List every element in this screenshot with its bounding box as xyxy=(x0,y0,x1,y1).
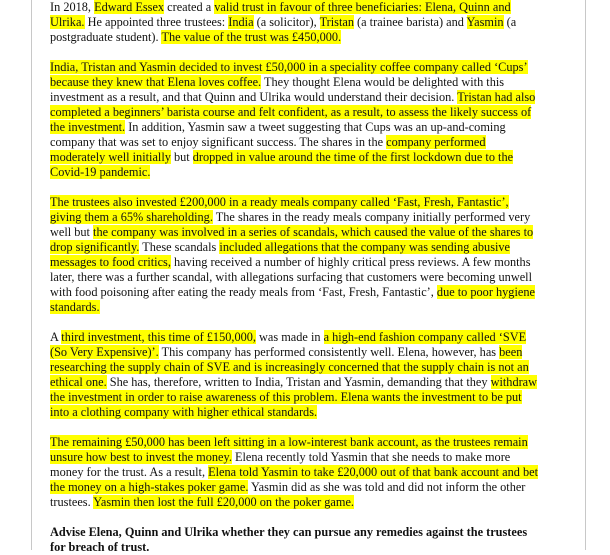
highlighted-text: Elena told Yasmin to take £20,000 out of that bank account and bet the money on a high-stakes poker game. xyxy=(50,465,539,494)
text-run: Elena recently told Yasmin that she needs to make more money for the trust. As a result, xyxy=(50,450,511,479)
text-run: In 2018, xyxy=(50,0,95,14)
text-run: created a xyxy=(164,0,215,14)
document-body xyxy=(50,0,540,555)
highlighted-text: Tristan had also completed a beginners’ barista course and felt confident, as a result, to assess the likely success of the investment. xyxy=(50,90,536,134)
highlighted-text: the company was involved in a series of scandals, which caused the value of the shares to drop significantly. xyxy=(50,225,534,254)
text-run: Yasmin did as she was told and did not inform the other trustees. xyxy=(50,480,526,509)
highlighted-text: company performed moderately well initially xyxy=(50,135,486,164)
text-run: (a trainee barista) and xyxy=(353,15,467,29)
text-run: In addition, Yasmin saw a tweet suggesting that Cups was an up-and-coming company that was set to enjoy significant success. The shares in the xyxy=(50,120,506,149)
text-run: The shares in the ready meals company initially performed very well but xyxy=(50,210,531,239)
highlighted-text: Yasmin xyxy=(466,15,504,29)
paragraph xyxy=(50,195,540,315)
question-paragraph: Advise Elena, Quinn and Ulrika whether they can pursue any remedies against the trustees for breach of trust. xyxy=(50,525,528,554)
text-run: He appointed three trustees: xyxy=(84,15,229,29)
text-run: A xyxy=(50,330,62,344)
highlighted-text: dropped in value around the time of the first lockdown due to the Covid-19 pandemic. xyxy=(50,150,514,179)
highlighted-text: included allegations that the company was sending abusive messages to food critics, xyxy=(50,240,511,269)
text-run: They thought Elena would be delighted with this investment as a result, and that Quinn and Ulrika would understand their decision. xyxy=(50,75,505,104)
highlighted-text: The value of the trust was £450,000. xyxy=(161,30,342,44)
text-run: but xyxy=(170,150,193,164)
highlighted-text: India, Tristan and Yasmin decided to invest £50,000 in a speciality coffee company called ‘Cups’ because they knew that Elena loves coffee. xyxy=(50,60,528,89)
text-run: was made in xyxy=(255,330,324,344)
text-run: (a solicitor), xyxy=(253,15,320,29)
highlighted-text: India xyxy=(228,15,254,29)
highlighted-text: Edward Essex xyxy=(94,0,165,14)
highlighted-text: The remaining £50,000 has been left sitting in a low-interest bank account, as the trustees remain unsure how best to invest the money. xyxy=(50,435,528,464)
highlighted-text: The trustees also invested £200,000 in a ready meals company called ‘Fast, Fresh, Fantastic’, giving them a 65% shareholding. xyxy=(50,195,509,224)
text-run: These scandals xyxy=(139,240,220,254)
highlighted-text: due to poor hygiene standards. xyxy=(50,285,535,314)
highlighted-text: a high-end fashion company called ‘SVE (So Very Expensive)’. xyxy=(50,330,527,359)
text-run: (a postgraduate student). xyxy=(50,15,517,44)
paragraph xyxy=(50,0,540,45)
highlighted-text: Yasmin then lost the full £20,000 on the poker game. xyxy=(93,495,354,509)
paragraph xyxy=(50,435,540,510)
highlighted-text: valid trust in favour of three beneficiaries: Elena, Quinn and Ulrika. xyxy=(50,0,511,29)
text-run: She has, therefore, written to India, Tristan and Yasmin, demanding that they xyxy=(106,375,491,389)
highlighted-text: been researching the supply chain of SVE and is increasingly concerned that the supply chain is not an ethical one. xyxy=(50,345,529,389)
highlighted-text: withdraw the investment in order to raise awareness of this problem. Elena wants the investment to be put into a clothing company with higher ethical standards. xyxy=(50,375,538,419)
paragraph xyxy=(50,330,540,420)
text-run: having received a number of highly critical press reviews. A few months later, there was a further scandal, with allegations surfacing that customers were becoming unwell with food poisoning after eating the ready meals from ‘Fast, Fresh, Fantastic’, xyxy=(50,255,532,299)
highlighted-text: third investment, this time of £150,000, xyxy=(61,330,256,344)
highlighted-text: Tristan xyxy=(319,15,354,29)
text-run: This company has performed consistently well. Elena, however, has xyxy=(158,345,500,359)
paragraph xyxy=(50,60,540,180)
page-left-border xyxy=(31,0,32,550)
page-right-border xyxy=(585,0,586,550)
